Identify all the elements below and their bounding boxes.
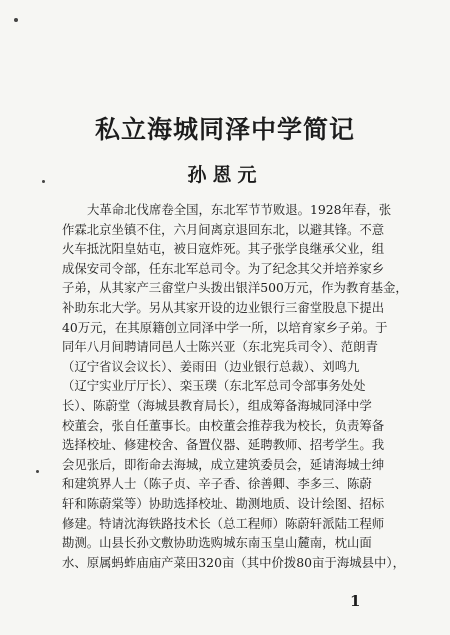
body-line: 成保安司令部，任东北军总司令。为了纪念其父并培养家乡 <box>62 260 385 276</box>
body-line: 作霖北京坐镇不住，六月间离京退回东北，以避其锋。不意 <box>62 221 385 237</box>
page-number: 1 <box>350 592 361 610</box>
body-line: 火车抵沈阳皇姑屯，被日寇炸死。其子张学良继承父业，组 <box>62 241 385 257</box>
article-author: 孙恩元 <box>187 164 263 186</box>
body-line: 水、原属蚂蚱庙庙产菜田320亩（其中价拨80亩于海城县中）， <box>62 554 405 570</box>
article-body <box>62 200 412 572</box>
body-line: 选择校址、修建校舍、备置仪器、延聘教师、招考学生。我 <box>62 437 385 453</box>
body-line: 勘测。山县长孙文敷协助选购城东南玉皇山麓南，枕山面 <box>62 535 372 551</box>
body-line: 修建。特请沈海铁路技术长（总工程师）陈蔚轩派陆工程师 <box>62 515 385 531</box>
body-line: 补助东北大学。另从其家开设的边业银行三畲堂股息下提出 <box>62 299 385 315</box>
body-line: 校董会，张自任董事长。由校董会推荐我为校长，负责筹备 <box>62 417 385 433</box>
body-line: 会见张后，即衔命去海城，成立建筑委员会，延请海城士绅 <box>62 456 385 472</box>
scan-speck <box>42 180 45 183</box>
body-line: 同年八月间聘请同邑人士陈兴亚（东北宪兵司令）、范朗青 <box>62 339 378 355</box>
body-line: （辽宁省议会议长）、姜雨田（边业银行总裁）、刘鸣九 <box>62 358 360 374</box>
article-title: 私立海城同泽中学简记 <box>94 115 355 144</box>
body-line: 和建筑界人士（陈子贞、辛子香、徐善卿、李多三、陈蔚 <box>62 476 372 492</box>
body-line: 长）、陈蔚堂（海城县教育局长），组成筹备海城同泽中学 <box>62 397 372 413</box>
scan-speck <box>36 470 39 473</box>
body-line: 40万元，在其原籍创立同泽中学一所，以培育家乡子弟。于 <box>62 319 388 335</box>
body-line: 轩和陈蔚棠等）协助选择校址、勘测地质、设计绘图、招标 <box>62 495 385 511</box>
body-line: （辽宁实业厅厅长）、栾玉璞（东北军总司令部事务处处 <box>62 378 366 394</box>
body-line: 子弟，从其家产三畲堂户头拨出银洋500万元，作为教育基金， <box>62 280 408 296</box>
body-line: 大革命北伐席卷全国，东北军节节败退。1928年春，张 <box>87 202 392 217</box>
scan-speck <box>14 18 18 22</box>
